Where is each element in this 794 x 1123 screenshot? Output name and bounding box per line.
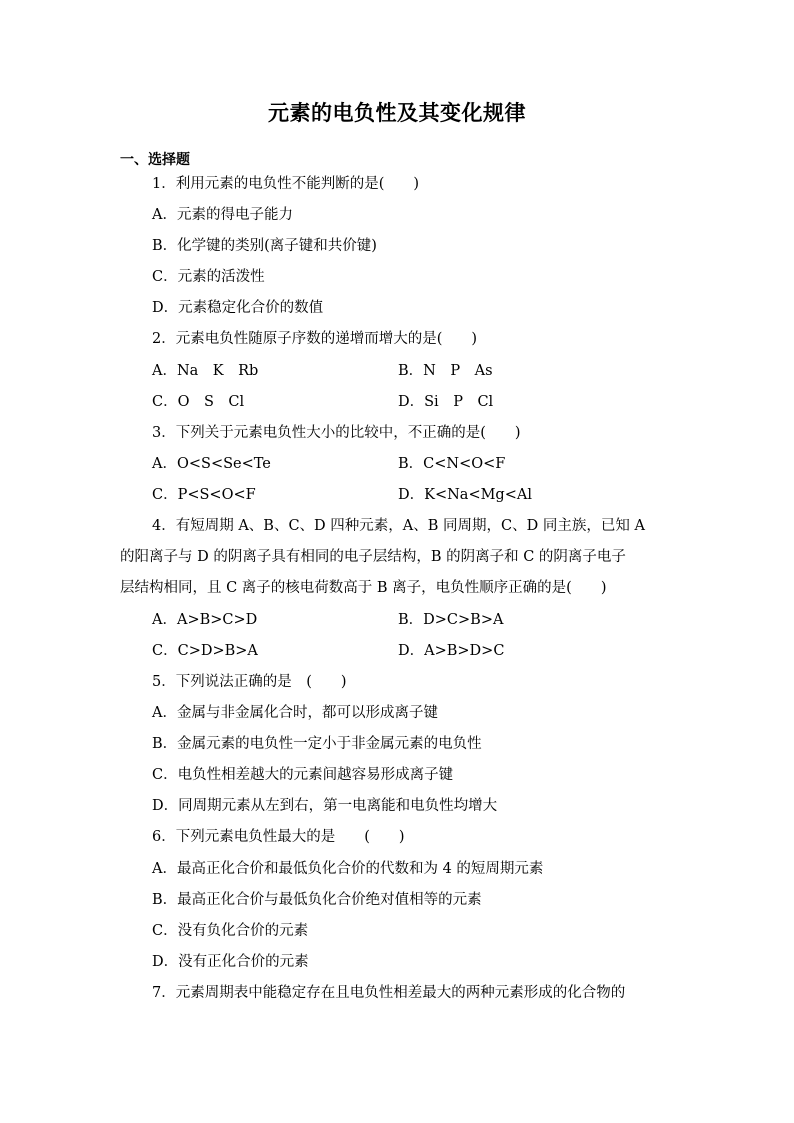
question-7-stem: 7．元素周期表中能稳定存在且电负性相差最大的两种元素形成的化合物的 <box>152 985 626 1001</box>
question-3-option-a: A．O<S<Se<Te <box>152 456 271 472</box>
question-6-option-b: B．最高正化合价与最低负化合价绝对值相等的元素 <box>152 892 482 908</box>
question-5-option-b: B．金属元素的电负性一定小于非金属元素的电负性 <box>152 736 482 752</box>
question-2-option-c: C．O S Cl <box>152 394 245 410</box>
question-3-stem: 3．下列关于元素电负性大小的比较中，不正确的是( ) <box>152 425 521 441</box>
question-2-option-d: D．Si P Cl <box>398 394 494 410</box>
question-1-option-c: C．元素的活泼性 <box>152 269 265 285</box>
question-5-option-c: C．电负性相差越大的元素间越容易形成离子键 <box>152 767 454 783</box>
question-6-stem: 6．下列元素电负性最大的是 ( ) <box>152 829 405 845</box>
question-5-option-a: A．金属与非金属化合时，都可以形成离子键 <box>152 705 438 721</box>
question-5-option-d: D．同周期元素从左到右，第一电离能和电负性均增大 <box>152 798 498 814</box>
question-1-option-a: A．元素的得电子能力 <box>152 207 293 223</box>
question-5-stem: 5．下列说法正确的是 ( ) <box>152 674 347 690</box>
question-1-stem: 1．利用元素的电负性不能判断的是( ) <box>152 176 420 192</box>
question-2-stem: 2．元素电负性随原子序数的递增而增大的是( ) <box>152 331 478 347</box>
question-6-option-c: C．没有负化合价的元素 <box>152 923 309 939</box>
section-heading: 一、选择题 <box>120 152 190 168</box>
question-4-option-d: D．A>B>D>C <box>398 643 505 659</box>
page-title: 元素的电负性及其变化规律 <box>268 101 526 125</box>
question-2-option-a: A．Na K Rb <box>152 363 259 379</box>
question-4-stem-line-3: 层结构相同，且 C 离子的核电荷数高于 B 离子，电负性顺序正确的是( ) <box>120 580 607 596</box>
question-6-option-d: D．没有正化合价的元素 <box>152 954 309 970</box>
question-3-option-b: B．C<N<O<F <box>398 456 506 472</box>
question-4-option-a: A．A>B>C>D <box>152 612 258 628</box>
question-4-option-c: C．C>D>B>A <box>152 643 258 659</box>
question-4-option-b: B．D>C>B>A <box>398 612 504 628</box>
question-1-option-d: D．元素稳定化合价的数值 <box>152 300 324 316</box>
question-3-option-d: D．K<Na<Mg<Al <box>398 487 532 503</box>
question-2-option-b: B．N P As <box>398 363 493 379</box>
question-3-option-c: C．P<S<O<F <box>152 487 256 503</box>
question-4-stem-line-1: 4．有短周期 A、B、C、D 四种元素，A、B 同周期，C、D 同主族，已知 A <box>152 518 645 534</box>
question-4-stem-line-2: 的阳离子与 D 的阴离子具有相同的电子层结构，B 的阴离子和 C 的阴离子电子 <box>120 549 626 565</box>
question-1-option-b: B．化学键的类别(离子键和共价键) <box>152 238 377 254</box>
question-6-option-a: A．最高正化合价和最低负化合价的代数和为 4 的短周期元素 <box>152 861 544 877</box>
